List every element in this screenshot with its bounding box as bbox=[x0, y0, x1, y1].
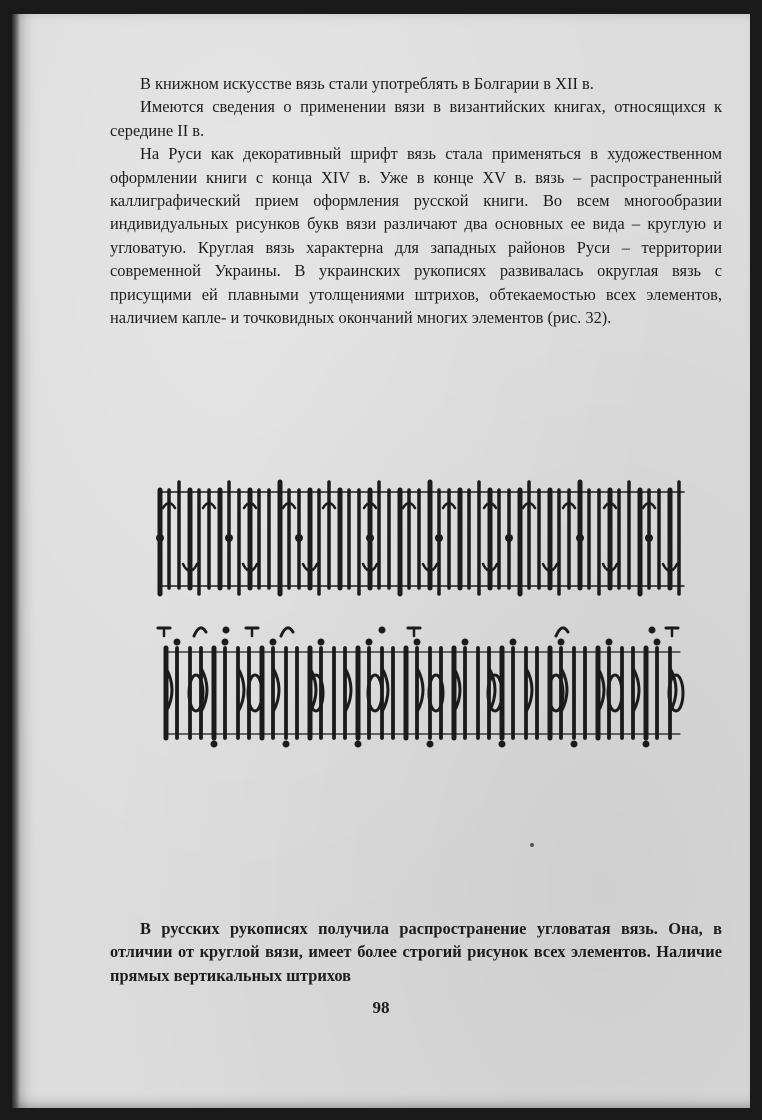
paragraph-byzantium: Имеются сведения о применении вязи в византийских книгах, относящихся к середине II в. bbox=[110, 97, 722, 140]
ligature-dot bbox=[366, 534, 374, 542]
ligature-dot bbox=[499, 741, 506, 748]
ligature-dot bbox=[462, 639, 469, 646]
paragraph-bulgaria: В книжном искусстве вязь стали употреблять в Болгарии в XII в. bbox=[140, 74, 594, 93]
ligature-curve bbox=[194, 628, 206, 636]
ligature-line-2 bbox=[166, 639, 683, 748]
ligature-line-1 bbox=[156, 482, 684, 594]
body-text-bottom bbox=[110, 917, 722, 987]
ligature-dot bbox=[654, 639, 661, 646]
ligature-dot bbox=[283, 741, 290, 748]
ligature-dot bbox=[435, 534, 443, 542]
ligature-dot bbox=[649, 627, 656, 634]
ligature-dot bbox=[414, 639, 421, 646]
ligature-dot bbox=[174, 639, 181, 646]
ligature-dot bbox=[571, 741, 578, 748]
ligature-dot bbox=[318, 639, 325, 646]
ligature-dot bbox=[427, 741, 434, 748]
page-binding-shadow bbox=[12, 14, 20, 1108]
ligature-dot bbox=[355, 741, 362, 748]
ligature-dot bbox=[505, 534, 513, 542]
ligature-dot bbox=[225, 534, 233, 542]
ligature-dot bbox=[366, 639, 373, 646]
scan-speck bbox=[530, 843, 534, 847]
body-text-top bbox=[110, 72, 722, 329]
ligature-dot bbox=[558, 639, 565, 646]
ligature-dot bbox=[643, 741, 650, 748]
ligature-curve bbox=[556, 628, 568, 636]
ligature-dot bbox=[270, 639, 277, 646]
ligature-dot bbox=[295, 534, 303, 542]
ligature-dot bbox=[645, 534, 653, 542]
vyaz-ligature-figure bbox=[152, 470, 692, 760]
ligature-curve bbox=[281, 628, 293, 636]
page-number: 98 bbox=[372, 998, 390, 1017]
ligature-dot bbox=[576, 534, 584, 542]
book-page bbox=[12, 14, 750, 1108]
ligature-dot bbox=[222, 639, 229, 646]
ligature-dot bbox=[606, 639, 613, 646]
ligature-superscript-marks bbox=[158, 627, 678, 637]
ligature-dot bbox=[379, 627, 386, 634]
ligature-dot bbox=[156, 534, 164, 542]
ligature-dot bbox=[223, 627, 230, 634]
paragraph-rus: На Руси как декоративный шрифт вязь стала применяться в художественном оформлении книги с конца XIV в. Уже в конце XV в. вязь – распространенный каллиграфический прием оформления русской книги. Во всем многообразии индивидуальных рисунков букв вязи различают два основных ее вида – круглую и угловатую. Круглая вязь характерна для западных районов Руси – территории современной Украины. В украинских рукописях развивалась округлая вязь с присущими ей плавными утолщениями штрихов, обтекаемостью всех элементов, наличием капле- и точковидных окончаний многих элементов (рис. 32). bbox=[110, 144, 722, 328]
ligature-dot bbox=[510, 639, 517, 646]
ligature-dot bbox=[211, 741, 218, 748]
paragraph-angular-vyaz: В русских рукописях получила распространение угловатая вязь. Она, в отличии от круглой вязи, имеет более строгий рисунок всех элементов. Наличие прямых вертикальных штрихов bbox=[110, 919, 722, 985]
